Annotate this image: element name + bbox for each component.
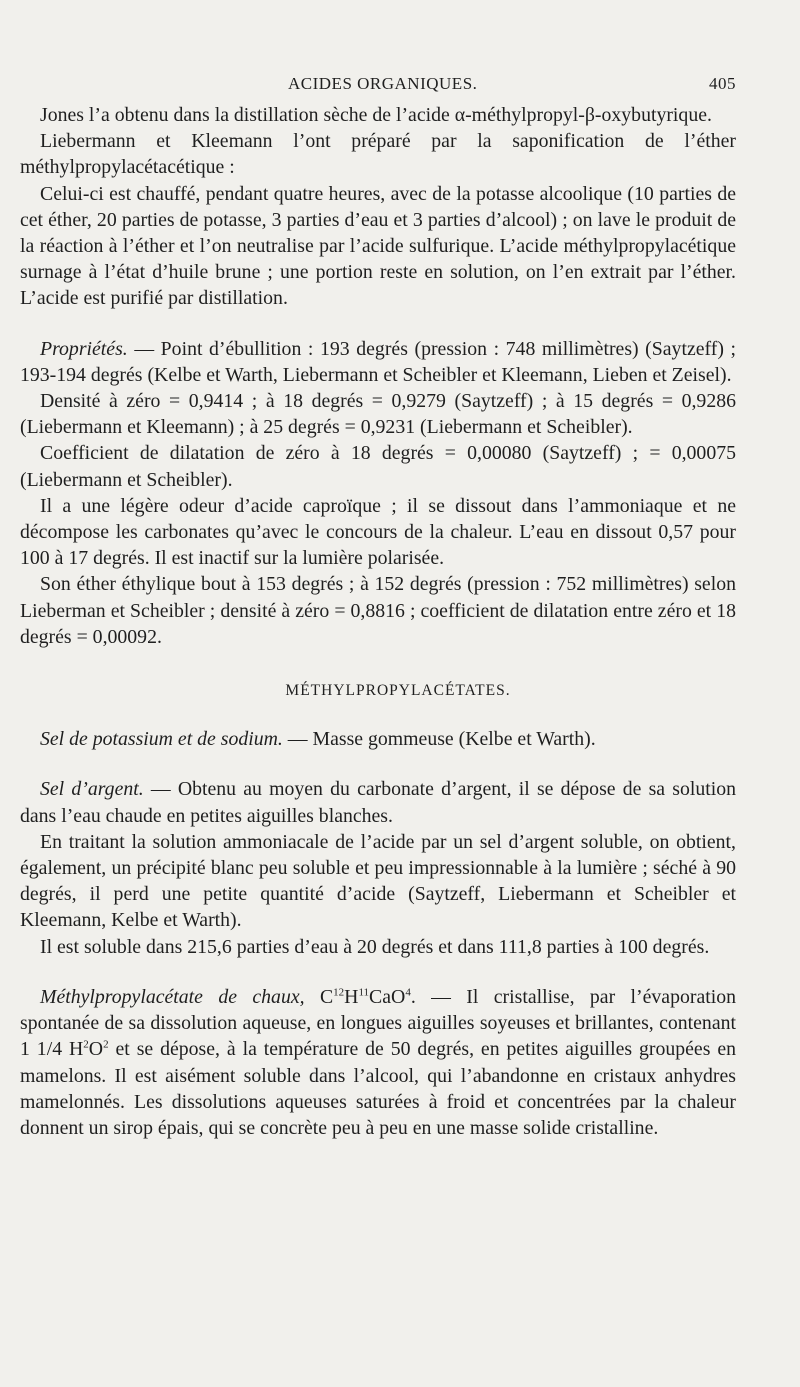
running-header: [20, 72, 736, 102]
paragraph-text: — Point d’ébullition : 193 degrés (pression : 748 millimètres) (Saytzeff) ; 193-194 degrés (Kelbe et Warth, Liebermann et Scheibler et Kleemann, Lieben et Zeisel).: [20, 337, 736, 386]
paragraph-lead: Propriétés.: [40, 337, 128, 360]
paragraph-lead: Méthylpropylacétate de chaux,: [40, 985, 305, 1008]
formula-text: O: [88, 1038, 104, 1061]
formula-superscript: 2: [83, 1038, 89, 1051]
formula-superscript: 4: [405, 986, 411, 999]
paragraph: Il est soluble dans 215,6 parties d’eau à 20 degrés et dans 111,8 parties à 100 degrés.: [40, 935, 710, 958]
paragraph: Coefficient de dilatation de zéro à 18 degrés = 0,00080 (Saytzeff) ; = 0,00075 (Liebermann et Scheibler).: [20, 442, 736, 491]
formula-superscript: 12: [333, 986, 345, 999]
paragraph-potassium-salt: [20, 726, 736, 752]
paragraph: Son éther éthylique bout à 153 degrés ; à 152 degrés (pression : 752 millimètres) selon Lieberman et Scheibler ; densité à zéro = 0,8816 ; coefficient de dilatation entre zéro et 18 degrés = 0,00092.: [20, 573, 736, 648]
paragraph: En traitant la solution ammoniacale de l’acide par un sel d’argent soluble, on obtient, également, un précipité blanc peu soluble et peu impressionnable à la lumière ; séché à 90 degrés, il perd une petite quantité d’acide (Saytzeff, Liebermann et Scheibler et Kleemann, Kelbe et Warth).: [20, 830, 736, 932]
paragraph-lead: Sel d’argent.: [40, 778, 144, 801]
paragraph: Densité à zéro = 0,9414 ; à 18 degrés = 0,9279 (Saytzeff) ; à 15 degrés = 0,9286 (Liebermann et Kleemann) ; à 25 degrés = 0,9231 (Liebermann et Scheibler).: [20, 390, 736, 439]
paragraph: Jones l’a obtenu dans la distillation sèche de l’acide α-méthylpropyl-β-oxybutyrique.: [40, 104, 712, 126]
paragraph: Liebermann et Kleemann l’ont préparé par la saponification de l’éther méthylpropylacétacétique :: [20, 130, 736, 179]
paragraph-lead: Sel de potassium et de sodium.: [40, 728, 283, 751]
formula-text: H: [344, 985, 359, 1008]
formula-text: C: [304, 985, 334, 1008]
header-title: ACIDES ORGANIQUES.: [288, 74, 478, 93]
section-title: MÉTHYLPROPYLACÉTATES.: [285, 682, 511, 700]
paragraph-lime-salt: [20, 984, 736, 1141]
formula-superscript: 2: [103, 1038, 109, 1051]
formula-text: CaO: [369, 985, 406, 1008]
paragraph-text: . — Il cristallise, par l’évaporation spontanée de sa dissolution aqueuse, en longues aiguilles soyeuses et brillantes, contenant 1 1/4 H: [20, 985, 737, 1061]
paragraph-text: — Obtenu au moyen du carbonate d’argent, il se dépose de sa solution dans l’eau chaude en petites aiguilles blanches.: [20, 778, 736, 827]
formula-superscript: 11: [358, 986, 370, 999]
paragraph-text: — Masse gommeuse (Kelbe et Warth).: [282, 728, 596, 751]
paragraph: Il a une légère odeur d’acide caproïque ; il se dissout dans l’ammoniaque et ne décompose les carbonates qu’avec le concours de la chaleur. L’eau en dissout 0,57 pour 100 à 17 degrés. Il est inactif sur la lumière polarisée.: [20, 494, 736, 570]
paragraph: Celui-ci est chauffé, pendant quatre heures, avec de la potasse alcoolique (10 parties de cet éther, 20 parties de potasse, 3 parties d’eau et 3 parties d’alcool) ; on lave le produit de la réaction à l’éther et l’on neutralise par l’acide sulfurique. L’acide méthylpropylacétique surnage à l’état d’huile brune ; une portion reste en solution, on l’en extrait par l’éther. L’acide est purifié par distillation.: [20, 182, 736, 310]
paragraph-properties: [20, 336, 736, 388]
body-text: [20, 102, 736, 1141]
paragraph-silver-salt: [20, 776, 736, 828]
paragraph-text: et se dépose, à la température de 50 degrés, en petites aiguilles groupées en mamelons. Il est aisément soluble dans l’alcool, qui l’abandonne en cristaux anhydres mamelonnés. Les dissolutions aqueuses saturées à froid et concentrées par la chaleur donnent un sirop épais, qui se concrète peu à peu en une masse solide cristalline.: [20, 1038, 736, 1139]
page-number: 405: [709, 74, 736, 93]
